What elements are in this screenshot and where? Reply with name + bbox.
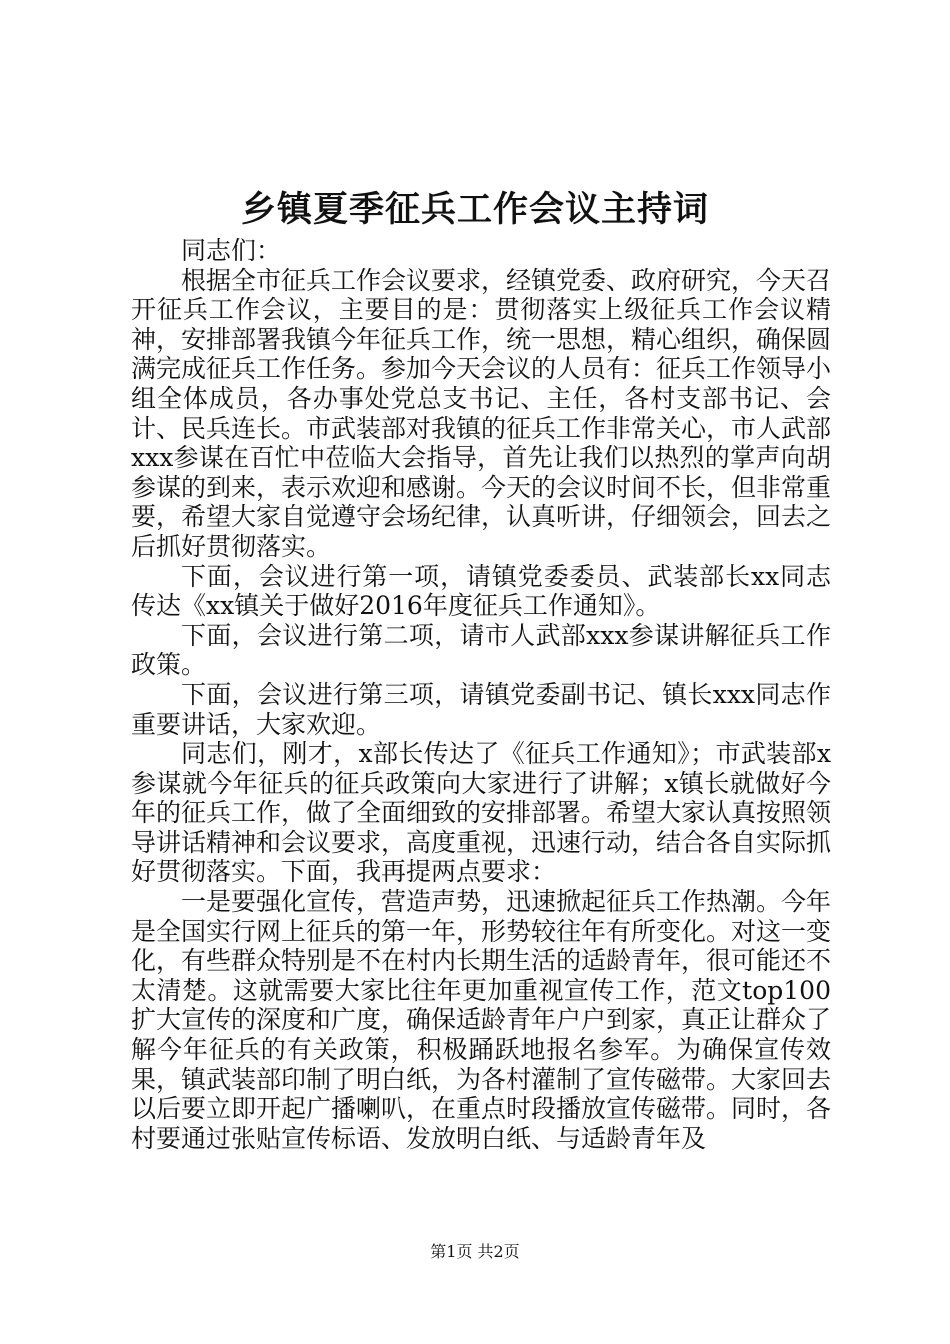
- body-paragraph: 根据全市征兵工作会议要求，经镇党委、政府研究，今天召开征兵工作会议，主要目的是：贯彻落实上级征兵工作会议精神，安排部署我镇今年征兵工作，统一思想，精心组织，确保圆满完成征兵工作任务。参加今天会议的人员有：征兵工作领导小组全体成员，各办事处党总支书记、主任，各村支部书记、会计、民兵连长。市武装部对我镇的征兵工作非常关心，市人武部xxx参谋在百忙中莅临大会指导，首先让我们以热烈的掌声向胡参谋的到来，表示欢迎和感谢。今天的会议时间不长，但非常重要，希望大家自觉遵守会场纪律，认真听讲，仔细领会，回去之后抓好贯彻落实。: [131, 265, 832, 561]
- document-body: [131, 236, 831, 1153]
- page-number-footer: 第1页 共2页: [430, 1242, 520, 1261]
- body-paragraph: 同志们，刚才，x部长传达了《征兵工作通知》；市武装部x参谋就今年征兵的征兵政策向大家进行了讲解；x镇长就做好今年的征兵工作，做了全面细致的安排部署。希望大家认真按照领导讲话精神和会议要求，高度重视，迅速行动，结合各自实际抓好贯彻落实。下面，我再提两点要求：: [131, 739, 832, 887]
- body-paragraph: 下面，会议进行第三项，请镇党委副书记、镇长xxx同志作重要讲话，大家欢迎。: [131, 679, 831, 739]
- body-paragraph: 下面，会议进行第二项，请市人武部xxx参谋讲解征兵工作政策。: [131, 620, 831, 680]
- body-paragraph: 一是要强化宣传，营造声势，迅速掀起征兵工作热潮。今年是全国实行网上征兵的第一年，形势较往年有所变化。对这一变化，有些群众特别是不在村内长期生活的适龄青年，很可能还不太清楚。这就需要大家比往年更加重视宣传工作，范文top100扩大宣传的深度和广度，确保适龄青年户户到家，真正让群众了解今年征兵的有关政策，积极踊跃地报名参军。为确保宣传效果，镇武装部印制了明白纸，为各村灌制了宣传磁带。大家回去以后要立即开起广播喇叭，在重点时段播放宣传磁带。同时，各村要通过张贴宣传标语、发放明白纸、与适龄青年及: [131, 887, 832, 1153]
- document-title: 乡镇夏季征兵工作会议主持词: [240, 189, 709, 230]
- salutation-paragraph: 同志们：: [181, 236, 282, 265]
- body-paragraph: 下面，会议进行第一项，请镇党委委员、武装部长xx同志传达《xx镇关于做好2016年度征兵工作通知》。: [131, 561, 831, 621]
